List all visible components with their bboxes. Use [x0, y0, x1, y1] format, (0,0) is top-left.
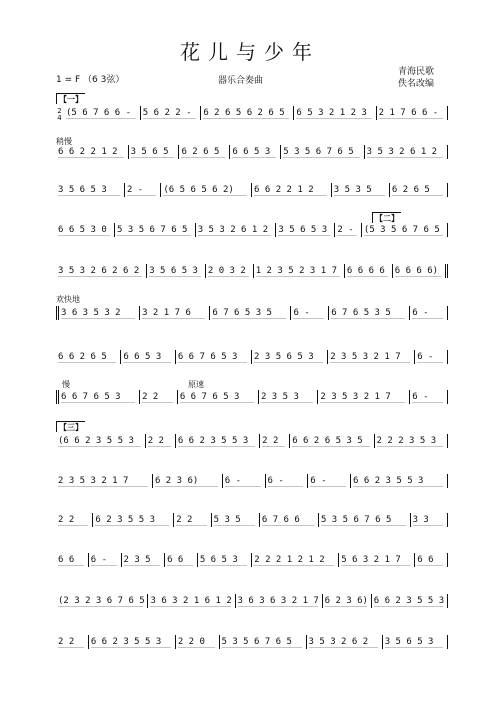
- measure: 3 5 6 5 3: [276, 223, 335, 237]
- measure: 6 6 2 3 5 5 3: [89, 635, 176, 649]
- measure: 2 1 7 6 6 -: [377, 106, 448, 120]
- measure: 3 3: [411, 513, 448, 527]
- tempo-slow-2: 慢: [62, 380, 70, 389]
- score-line: [56, 183, 448, 205]
- measure: 6 6 5 3: [230, 145, 281, 159]
- measure: 6 -: [223, 474, 266, 488]
- tempo-lively: 欢快地: [56, 295, 80, 304]
- measure: 6 5 3 2 1 2 3: [294, 106, 376, 120]
- measure: 5 6 5 3: [198, 553, 252, 567]
- measure: 3 6 3 5 3 2: [56, 306, 140, 320]
- measure: 2 3 5 3 2 1 7: [328, 350, 415, 364]
- measure: 3 6 3 6 3 2 1 7: [236, 594, 323, 608]
- measure: 6 6 2 2 1 2: [252, 183, 332, 197]
- measure: 2 2 0: [176, 635, 220, 649]
- measure: 2 2: [146, 434, 176, 448]
- section-marker-3: 【三】: [56, 421, 85, 432]
- time-signature-top: 2: [57, 107, 62, 115]
- score-line: [56, 390, 448, 412]
- measure: 6 7 6 5 3 5: [329, 306, 410, 320]
- measure: 6 2 3 6): [153, 474, 223, 488]
- measure: 6 6 2 6 5 3 5: [290, 434, 374, 448]
- measure: 2 2: [174, 513, 211, 527]
- measure: 3 5 3 2 6 1 2: [365, 145, 448, 159]
- song-title: 花儿与少年: [180, 40, 320, 64]
- score-line: [56, 223, 448, 245]
- measure: 3 5 6 5 3: [383, 635, 448, 649]
- measure: 2 3 5: [122, 553, 166, 567]
- score-line: [56, 553, 448, 575]
- measure: 3 5 3 5: [332, 183, 390, 197]
- tempo-slow-1: 稍慢: [56, 137, 72, 146]
- section-marker-2: 【二】: [372, 212, 401, 223]
- measure: (6 6 2 3 5 5 3: [56, 434, 146, 448]
- source-origin: 青海民歌: [398, 67, 435, 77]
- measure: 2 3 5 3: [259, 390, 318, 404]
- section-marker-1: 【一】: [56, 93, 85, 104]
- measure: 6 7 6 5 3 5: [210, 306, 291, 320]
- measure: 5 6 2 2 -: [141, 106, 202, 120]
- measure: 2 -: [335, 223, 362, 237]
- measure: 2 2 2 1 2 1 2: [252, 553, 339, 567]
- score-line: [56, 306, 448, 328]
- measure: 6 6 2 3 5 5 3: [176, 434, 260, 448]
- measure: 6 2 3 6): [323, 594, 372, 608]
- measure: 3 5 6 5 3: [147, 264, 206, 278]
- measure: 6 6 2 6 5: [56, 350, 121, 364]
- measure: (6 5 6 5 6 2): [161, 183, 252, 197]
- measure: 2 2: [56, 513, 93, 527]
- measure: 6 -: [410, 306, 448, 320]
- measure: (2 3 2 3 6 7 6 5: [56, 594, 148, 608]
- measure: 3 5 3 2 6 2: [307, 635, 383, 649]
- measure: 6 -: [415, 350, 448, 364]
- measure: 5 6 3 2 1 7: [339, 553, 415, 567]
- measure: 2 -: [125, 183, 161, 197]
- measure: 6 -: [266, 474, 309, 488]
- score-line: [56, 474, 448, 496]
- measure: 6 7 6 6: [260, 513, 319, 527]
- time-signature-bottom: 4: [57, 114, 62, 122]
- measure: 6 -: [410, 390, 448, 404]
- measure: 3 5 3 2 6 2 6 2: [56, 264, 147, 278]
- score-line: [56, 635, 448, 657]
- measure: (5 3 5 6 7 6 5: [362, 223, 448, 237]
- measure: 6 2 6 5: [179, 145, 230, 159]
- genre-label: 器乐合奏曲: [218, 76, 264, 86]
- score-line: [56, 434, 448, 456]
- measure: 2 2: [260, 434, 290, 448]
- measure: 2 3 5 6 5 3: [252, 350, 328, 364]
- measure: 6 6: [56, 553, 89, 567]
- measure: 2 3 5 3 2 1 7: [318, 390, 410, 404]
- measure: 3 5 6 5 3: [56, 183, 125, 197]
- measure: 2 0 3 2: [206, 264, 254, 278]
- score-line: [56, 264, 448, 286]
- score-line: [56, 513, 448, 535]
- measure: 6 6: [165, 553, 198, 567]
- key-signature: 1 = F （6 3弦）: [56, 75, 125, 85]
- measure: 3 5 3 2 6 1 2: [196, 223, 277, 237]
- measure: (5 6 7 6 6 -: [64, 106, 141, 120]
- measure: 6 -: [89, 553, 122, 567]
- measure: 6 6 5 3: [121, 350, 176, 364]
- measure: 6 2 3 5 5 3: [93, 513, 174, 527]
- measure: 6 -: [308, 474, 351, 488]
- measure: 6 6 7 6 5 3: [176, 350, 252, 364]
- measure: 6 6 6 6: [345, 264, 393, 278]
- measure: 3 5 6 5: [129, 145, 180, 159]
- measure: 5 3 5 6 7 6 5: [319, 513, 411, 527]
- measure: 6 6 7 6 5 3: [178, 390, 259, 404]
- measure: 2 2 2 3 5 3: [375, 434, 448, 448]
- measure: 6 2 6 5 6 2 6 5: [201, 106, 294, 120]
- measure: 2 2: [56, 635, 89, 649]
- measure: 6 6 7 6 5 3: [56, 390, 140, 404]
- measure: 6 6 6 6): [393, 264, 448, 278]
- measure: 5 3 5 6 7 6 5: [115, 223, 196, 237]
- measure: 5 3 5: [212, 513, 260, 527]
- measure: 5 3 5 6 7 6 5: [220, 635, 307, 649]
- score-line: [56, 350, 448, 372]
- measure: 1 2 3 5 2 3 1 7: [254, 264, 345, 278]
- tempo-a-tempo: 原速: [188, 380, 204, 389]
- measure: 6 6 2 3 5 5 3: [372, 594, 448, 608]
- score-line: [56, 145, 448, 167]
- measure: 5 3 5 6 7 6 5: [281, 145, 364, 159]
- score-line: [56, 106, 448, 128]
- measure: 2 3 5 3 2 1 7: [56, 474, 153, 488]
- measure: 6 6 2 3 5 5 3: [351, 474, 448, 488]
- score-line: [56, 594, 448, 616]
- measure: 3 6 3 2 1 6 1 2: [148, 594, 235, 608]
- measure: 6 6 5 3 0: [56, 223, 115, 237]
- measure: 2 2: [140, 390, 178, 404]
- source-arranger: 佚名改编: [398, 79, 435, 89]
- measure: 6 2 6 5: [390, 183, 448, 197]
- time-signature: [56, 106, 63, 122]
- measure: 6 6: [415, 553, 448, 567]
- measure: 3 2 1 7 6: [140, 306, 210, 320]
- measure: 6 6 2 2 1 2: [56, 145, 129, 159]
- source-credit: [398, 66, 434, 90]
- measure: 6 -: [291, 306, 329, 320]
